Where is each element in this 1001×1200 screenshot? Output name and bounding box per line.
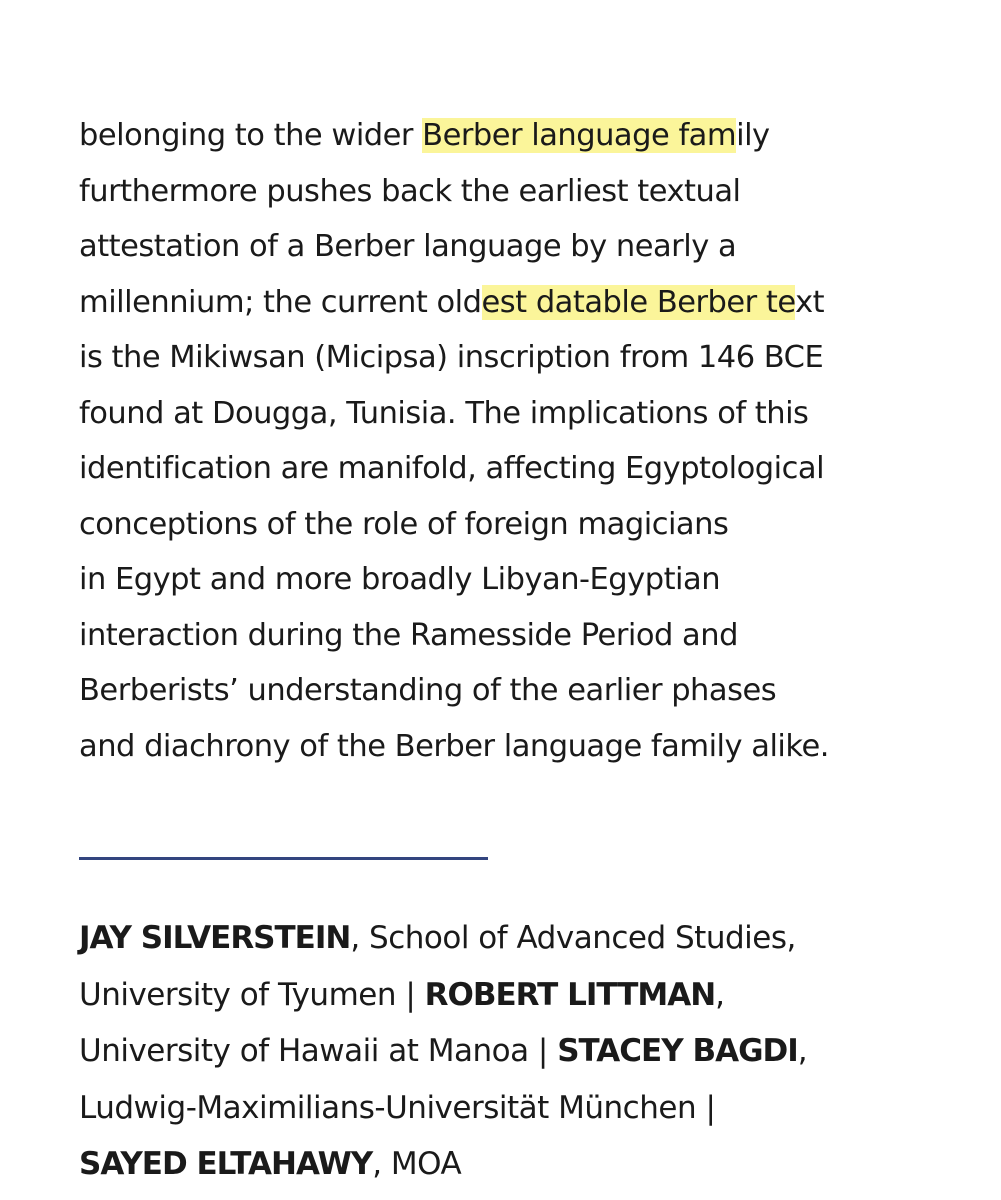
text-segment: belonging to the wider	[79, 118, 423, 153]
abstract-paragraph	[79, 108, 979, 774]
text-segment: xt	[795, 284, 825, 320]
text-segment: interaction during the Ramesside Period and	[79, 617, 738, 653]
affiliation-text: Ludwig-Maximilians-Universität München |	[79, 1089, 716, 1126]
author-name: SAYED ELTAHAWY	[79, 1146, 373, 1182]
text-segment: identification are manifold, affecting Egyptological	[79, 451, 825, 486]
text-segment: is the Mikiwsan (Micipsa) inscription from 146 BCE	[79, 340, 824, 375]
abstract-line	[79, 441, 979, 497]
affiliation-text: University of Hawaii at Manoa |	[79, 1033, 558, 1069]
abstract-line	[79, 608, 979, 664]
abstract-line	[79, 386, 979, 442]
author-name: STACEY BAGDI	[557, 1033, 798, 1069]
author-line	[79, 1080, 979, 1137]
abstract-line	[79, 330, 979, 386]
author-name: ROBERT LITTMAN	[424, 976, 716, 1013]
text-segment: and diachrony of the Berber language family alike.	[79, 728, 829, 764]
abstract-line	[79, 108, 979, 164]
abstract-line	[79, 552, 979, 608]
author-line	[79, 967, 979, 1024]
abstract-line	[79, 719, 979, 775]
author-name: JAY SILVERSTEIN	[79, 920, 351, 956]
text-segment: ily	[736, 118, 770, 153]
section-divider	[79, 857, 488, 860]
affiliation-text: ,	[797, 1033, 808, 1069]
abstract-line	[79, 219, 979, 275]
text-segment: found at Dougga, Tunisia. The implications of this	[79, 395, 809, 431]
highlighted-text: est datable Berber te	[481, 284, 796, 320]
affiliation-text: , School of Advanced Studies,	[350, 920, 796, 956]
affiliation-text: ,	[715, 976, 725, 1013]
abstract-line	[79, 497, 979, 553]
affiliation-text: , MOA	[372, 1146, 462, 1182]
author-line	[79, 910, 979, 967]
text-segment: conceptions of the role of foreign magicians	[79, 506, 729, 542]
text-segment: millennium; the current old	[79, 284, 482, 320]
abstract-line	[79, 275, 979, 331]
text-segment: furthermore pushes back the earliest textual	[79, 173, 741, 209]
text-segment: Berberists’ understanding of the earlier phases	[79, 673, 777, 708]
text-segment: in Egypt and more broadly Libyan-Egyptian	[79, 562, 721, 597]
abstract-line	[79, 164, 979, 220]
author-affiliations	[79, 910, 979, 1193]
author-line	[79, 1023, 979, 1080]
affiliation-text: University of Tyumen |	[79, 976, 425, 1013]
highlighted-text: Berber language fam	[422, 118, 737, 153]
abstract-line	[79, 663, 979, 719]
author-line	[79, 1136, 979, 1193]
text-segment: attestation of a Berber language by nearly a	[79, 229, 737, 264]
